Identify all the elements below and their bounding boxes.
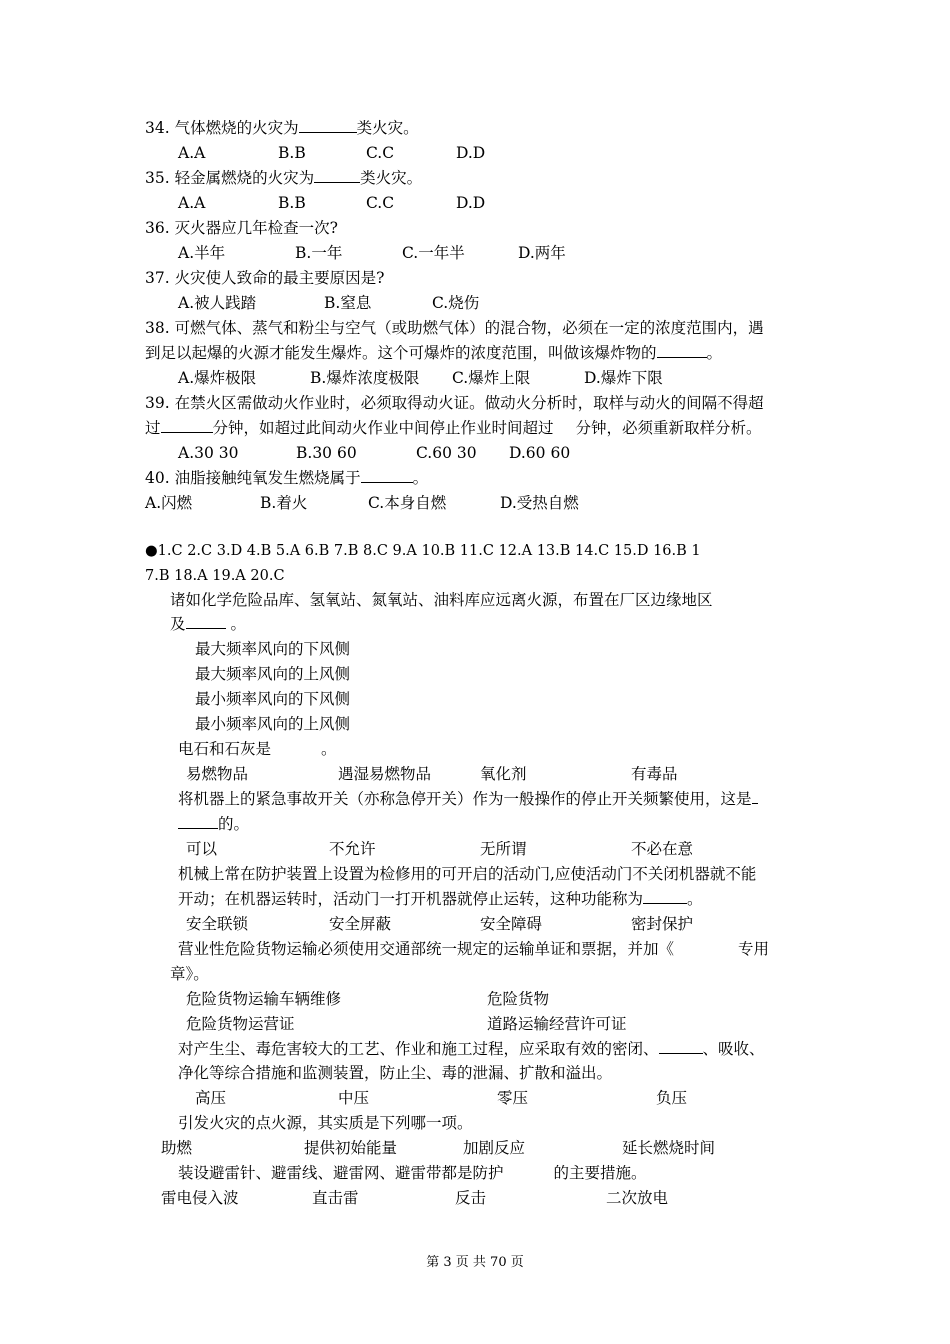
answer-blank	[178, 814, 218, 829]
option: 提供初始能量	[304, 1139, 398, 1157]
option: 中压	[338, 1089, 370, 1107]
question-39-line-1: 39. 在禁火区需做动火作业时，必须取得动火证。做动火分析时，取样与动火的间隔不得超	[145, 394, 764, 412]
option: A.被人践踏	[178, 294, 257, 312]
option: B.一年	[295, 244, 343, 262]
item-5-line-2: 章》。	[170, 965, 209, 983]
option: A.A	[178, 194, 206, 212]
question-34-stem: 34. 气体燃烧的火灾为 类火灾。	[145, 119, 419, 137]
option: C.C	[366, 194, 395, 212]
option: A.闪燃	[145, 494, 193, 512]
option: B.30 60	[296, 444, 357, 462]
option: D.D	[456, 144, 486, 162]
answer-blank	[361, 468, 413, 483]
option: C.C	[366, 144, 395, 162]
page-footer: 第 3 页 共 70 页	[426, 1255, 524, 1270]
item-3-line-1: 将机器上的紧急事故开关（亦称急停开关）作为一般操作的停止开关频繁使用，这是	[178, 789, 758, 809]
option: 最小频率风向的上风侧	[195, 715, 351, 733]
option: 最大频率风向的下风侧	[195, 640, 351, 658]
question-38-line-2: 到足以起爆的火源才能发生爆炸。这个可爆炸的浓度范围，叫做该爆炸物的 。	[145, 344, 723, 362]
item-2-stem: 电石和石灰是 。	[178, 740, 337, 758]
item-1-line-1: 诸如化学危险品库、氢氧站、氮氧站、油料库应远离火源，布置在厂区边缘地区	[170, 591, 713, 609]
option: 高压	[195, 1089, 227, 1107]
option: 危险货物	[487, 990, 550, 1008]
option: A.半年	[178, 244, 226, 262]
option: 反击	[455, 1189, 487, 1207]
item-4-line-2: 开动；在机器运转时，活动门一打开机器就停止运转，这种功能称为 。	[178, 890, 703, 908]
option: 最大频率风向的上风侧	[195, 665, 351, 683]
option: C.爆炸上限	[452, 369, 531, 387]
answer-blank	[657, 343, 707, 358]
item-7-stem: 引发火灾的点火源，其实质是下列哪一项。	[178, 1114, 473, 1132]
question-40-stem: 40. 油脂接触纯氧发生燃烧属于 。	[145, 469, 429, 487]
option: A.A	[178, 144, 206, 162]
option: B.窒息	[324, 294, 372, 312]
option: 雷电侵入波	[161, 1189, 239, 1207]
option: 延长燃烧时间	[622, 1139, 716, 1157]
option: 二次放电	[606, 1189, 669, 1207]
answer-blank	[659, 1039, 703, 1054]
answer-blank	[161, 418, 213, 433]
option: 安全屏蔽	[329, 915, 392, 933]
option: C.烧伤	[432, 294, 480, 312]
option: 危险货物运输车辆维修	[186, 990, 342, 1008]
answer-blank	[643, 889, 687, 904]
option: 密封保护	[631, 915, 694, 933]
item-6-line-2: 净化等综合措施和监测装置，防止尘、毒的泄漏、扩散和溢出。	[178, 1064, 613, 1082]
option: 易燃物品	[186, 765, 249, 783]
option: 不必在意	[631, 840, 694, 858]
answer-blank	[186, 614, 226, 629]
item-4-line-1: 机械上常在防护装置上设置为检修用的可开启的活动门,应使活动门不关闭机器就不能	[178, 865, 757, 883]
item-6-line-1: 对产生尘、毒危害较大的工艺、作业和施工过程，应采取有效的密闭、 、吸收、	[178, 1040, 765, 1058]
option: 有毒品	[631, 765, 678, 783]
option: D.60 60	[509, 444, 571, 462]
question-37-stem: 37. 火灾使人致命的最主要原因是?	[145, 269, 385, 287]
option: D.受热自燃	[500, 494, 579, 512]
option: 负压	[656, 1089, 688, 1107]
option: D.爆炸下限	[584, 369, 663, 387]
option: 可以	[186, 840, 218, 858]
option: 不允许	[329, 840, 376, 858]
answer-blank	[314, 168, 360, 183]
option: A.30 30	[178, 444, 239, 462]
option: 零压	[497, 1089, 529, 1107]
answer-blank	[299, 118, 357, 133]
option: 危险货物运营证	[186, 1015, 295, 1033]
option: B.B	[278, 194, 306, 212]
option: B.着火	[260, 494, 308, 512]
item-8-stem: 装设避雷针、避雷线、避雷网、避雷带都是防护 的主要措施。	[178, 1164, 647, 1182]
answer-key-line-2: 7.B 18.A 19.A 20.C	[145, 568, 285, 584]
option: 直击雷	[312, 1189, 359, 1207]
option: C.一年半	[402, 244, 465, 262]
question-36-stem: 36. 灭火器应几年检查一次?	[145, 219, 338, 237]
question-39-line-2: 过 分钟，如超过此间动火作业中间停止作业时间超过 分钟，必须重新取样分析。	[145, 419, 762, 437]
answer-key-line-1: ●1.C 2.C 3.D 4.B 5.A 6.B 7.B 8.C 9.A 10.B 11.C 12.A 13.B 14.C 15.D 16.B 1	[145, 543, 701, 559]
option: 助燃	[161, 1139, 193, 1157]
option: B.B	[278, 144, 306, 162]
answer-blank	[752, 789, 758, 804]
item-5-line-1: 营业性危险货物运输必须使用交通部统一规定的运输单证和票据，并加《 专用	[178, 940, 770, 958]
option: D.D	[456, 194, 486, 212]
option: A.爆炸极限	[178, 369, 257, 387]
option: 安全障碍	[480, 915, 543, 933]
question-35-stem: 35. 轻金属燃烧的火灾为 类火灾。	[145, 169, 423, 187]
option: 氧化剂	[480, 765, 527, 783]
option: 无所谓	[480, 840, 527, 858]
option: C.本身自燃	[368, 494, 447, 512]
question-38-line-1: 38. 可燃气体、蒸气和粉尘与空气（或助燃气体）的混合物，必须在一定的浓度范围内，遇	[145, 319, 764, 337]
item-1-line-2: 及 。	[170, 615, 246, 633]
option: C.60 30	[416, 444, 477, 462]
item-3-line-2: 的。	[178, 814, 249, 834]
option: D.两年	[518, 244, 566, 262]
option: 安全联锁	[186, 915, 249, 933]
option: B.爆炸浓度极限	[310, 369, 420, 387]
option: 道路运输经营许可证	[487, 1015, 627, 1033]
option: 加剧反应	[463, 1139, 526, 1157]
option: 最小频率风向的下风侧	[195, 690, 351, 708]
option: 遇湿易燃物品	[338, 765, 432, 783]
